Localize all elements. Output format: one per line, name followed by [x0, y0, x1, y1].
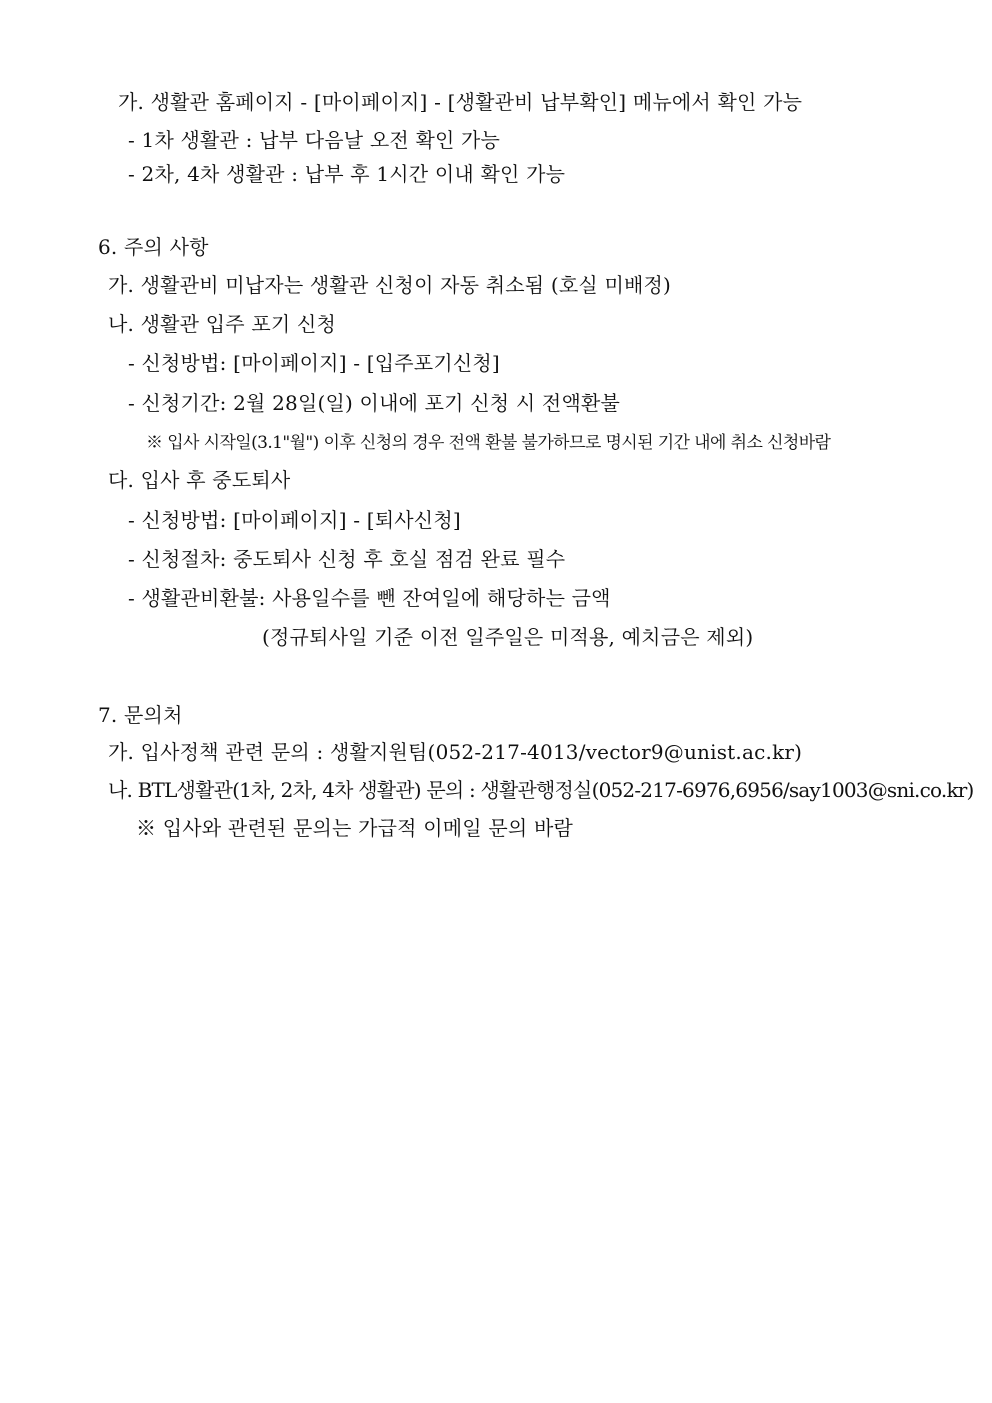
notice-item-ga: 가. 생활관비 미납자는 생활관 신청이 자동 취소됨 (호실 미배정) — [108, 273, 672, 297]
check-bullet-1: - 1차 생활관 : 납부 다음날 오전 확인 가능 — [128, 128, 501, 152]
section-7-heading: 7. 문의처 — [98, 703, 183, 727]
leave-procedure: - 신청절차: 중도퇴사 신청 후 호실 점검 완료 필수 — [128, 547, 566, 571]
check-menu-item: 가. 생활관 홈페이지 - [마이페이지] - [생활관비 납부확인] 메뉴에서 확인 가능 — [118, 90, 803, 114]
contact-policy: 가. 입사정책 관련 문의 : 생활지원팀(052-217-4013/vector9@unist.ac.kr) — [108, 740, 803, 764]
withdraw-period: - 신청기간: 2월 28일(일) 이내에 포기 신청 시 전액환불 — [128, 391, 621, 415]
leave-method: - 신청방법: [마이페이지] - [퇴사신청] — [128, 508, 461, 532]
check-bullet-2: - 2차, 4차 생활관 : 납부 후 1시간 이내 확인 가능 — [128, 162, 566, 186]
section-6-heading: 6. 주의 사항 — [98, 235, 209, 259]
contact-note: ※ 입사와 관련된 문의는 가급적 이메일 문의 바람 — [136, 816, 573, 840]
leave-refund: - 생활관비환불: 사용일수를 뺀 잔여일에 해당하는 금액 — [128, 586, 611, 610]
leave-refund-note: (정규퇴사일 기준 이전 일주일은 미적용, 예치금은 제외) — [262, 625, 754, 649]
notice-item-da: 다. 입사 후 중도퇴사 — [108, 468, 291, 492]
withdraw-note: ※ 입사 시작일(3.1"월") 이후 신청의 경우 전액 환불 불가하므로 명시된 기간 내에 취소 신청바람 — [146, 433, 831, 453]
withdraw-method: - 신청방법: [마이페이지] - [입주포기신청] — [128, 351, 500, 375]
contact-btl: 나. BTL생활관(1차, 2차, 4차 생활관) 문의 : 생활관행정실(052-217-6976,6956/say1003@sni.co.kr) — [108, 778, 974, 802]
notice-item-na: 나. 생활관 입주 포기 신청 — [108, 312, 336, 336]
